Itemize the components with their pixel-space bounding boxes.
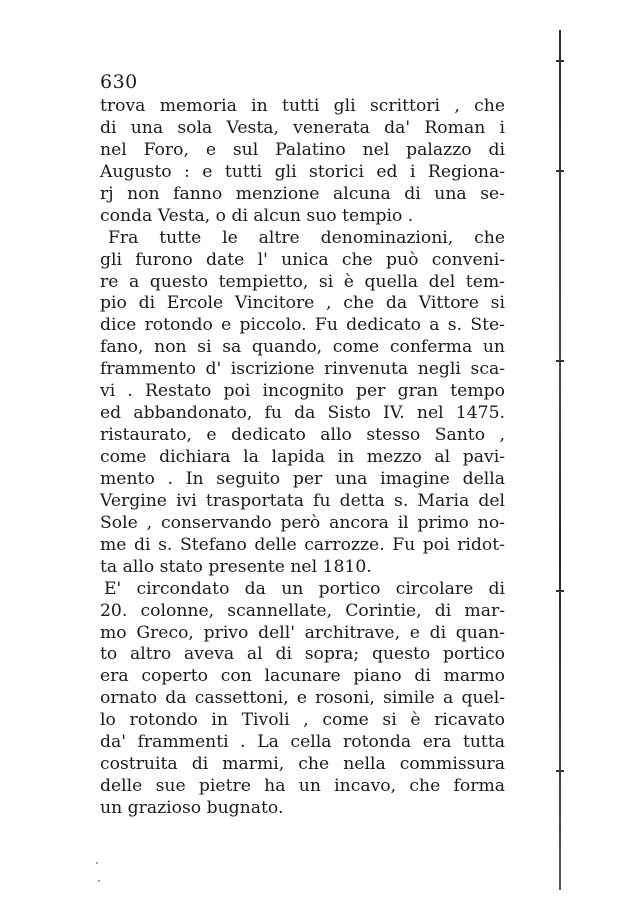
text-line: ornato da cassettoni, e rosoni, simile a quel-	[100, 688, 505, 709]
text-line: delle sue pietre ha un incavo, che forma	[100, 776, 505, 797]
text-line: un grazioso bugnato.	[100, 798, 284, 818]
text-line: Vergine ivi trasportata fu detta s. Maria del	[100, 490, 505, 511]
text-line: costruita di marmi, che nella commissura	[100, 754, 505, 775]
text-line: Sole , conservando però ancora il primo no-	[100, 512, 505, 533]
text-line: mo Greco, privo dell' architrave, e di quan-	[100, 622, 505, 643]
text-line: frammento d' iscrizione rinvenuta negli sca-	[100, 359, 505, 380]
text-line: come dichiara la lapida in mezzo al pavi-	[100, 447, 505, 467]
text-line: vi . Restato poi incognito per gran tempo	[100, 381, 505, 402]
text-line: pio di Ercole Vincitore , che da Vittore si	[100, 293, 505, 314]
text-line: ta allo stato presente nel 1810.	[100, 556, 372, 577]
binding-tick	[556, 770, 564, 772]
binding-tick	[556, 170, 564, 172]
binding-tick	[556, 60, 564, 62]
binding-edge	[556, 30, 564, 890]
text-line: era coperto con lacunare piano di marmo	[100, 666, 505, 687]
text-line: fano, non si sa quando, come conferma un	[100, 337, 505, 358]
paragraph-start-line: E' circondato da un portico circolare di	[104, 578, 505, 599]
paper-speck	[96, 862, 98, 864]
text-line: Augusto : e tutti gli storici ed i Regiona-	[100, 161, 505, 182]
text-line: mento . In seguito per una imagine della	[100, 468, 505, 489]
text-line: di una sola Vesta, venerata da' Roman i	[100, 117, 505, 138]
text-line: rj non fanno menzione alcuna di una se-	[100, 183, 505, 204]
binding-tick	[556, 590, 564, 592]
text-line: nel Foro, e sul Palatino nel palazzo di	[100, 139, 505, 160]
body-text	[100, 96, 505, 820]
text-line: dice rotondo e piccolo. Fu dedicato a s. Ste-	[100, 315, 505, 336]
text-line: conda Vesta, o di alcun suo tempio .	[100, 205, 414, 226]
text-line: 20. colonne, scannellate, Corintie, di mar-	[100, 600, 505, 621]
binding-tick	[556, 360, 564, 362]
text-line: gli furono date l' unica che può conveni-	[100, 249, 505, 270]
paragraph-start-line: Fra tutte le altre denominazioni, che	[108, 227, 505, 248]
text-line: da' frammenti . La cella rotonda era tutta	[100, 732, 505, 753]
page-number: 630	[100, 71, 138, 93]
text-line: ed abbandonato, fu da Sisto IV. nel 1475.	[100, 403, 505, 424]
text-line: trova memoria in tutti gli scrittori , che	[100, 96, 505, 116]
paper-speck	[98, 880, 100, 882]
text-line: ristaurato, e dedicato allo stesso Santo ,	[100, 425, 505, 446]
text-line: re a questo tempietto, si è quella del tem-	[100, 271, 505, 292]
text-line: lo rotondo in Tivoli , come si è ricavato	[100, 710, 505, 731]
text-line: me di s. Stefano delle carrozze. Fu poi ridot-	[100, 534, 505, 555]
text-line: to altro aveva al di sopra; questo portico	[100, 644, 505, 665]
binding-rule	[559, 30, 561, 890]
